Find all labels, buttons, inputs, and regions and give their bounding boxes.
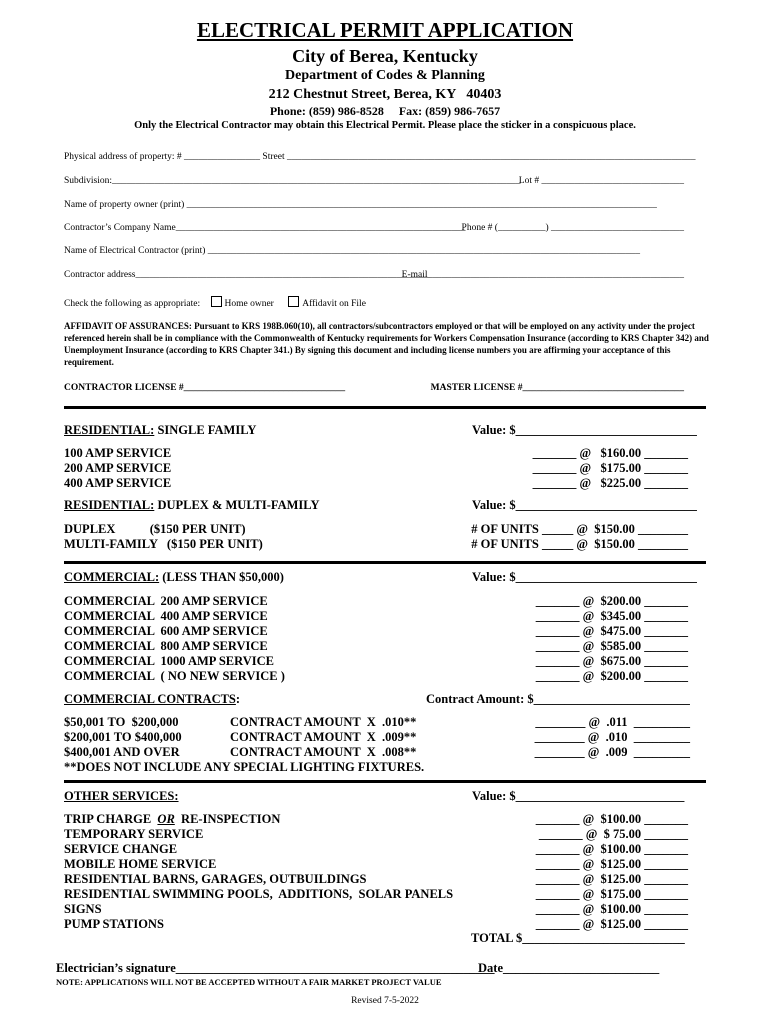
lot-field[interactable]: Lot # ______________________________ [518, 176, 684, 186]
check-appropriate-row [64, 296, 366, 309]
units-rate-field[interactable]: # OF UNITS _____ @ $150.00 ________ [471, 522, 688, 536]
divider [64, 406, 706, 409]
contract-rate-field[interactable]: ________ @ .009 _________ [534, 745, 690, 759]
residential-multi-value-field[interactable]: Value: $_____________________________ [472, 498, 697, 512]
residential-label: RESIDENTIAL: [64, 423, 155, 437]
reinspection-label: RE-INSPECTION [174, 812, 281, 826]
physical-address-field[interactable]: Physical address of property: # ________________ Street ______________________________________________________________________________________ [64, 152, 696, 162]
service-label: 400 AMP SERVICE [64, 476, 172, 490]
date-field[interactable]: Date_________________________ [478, 961, 660, 975]
residential-label: RESIDENTIAL: [64, 498, 155, 512]
contract-rate-field[interactable]: ________ @ .011 _________ [535, 715, 690, 729]
department-address: 212 Chestnut Street, Berea, KY 40403 [268, 87, 502, 102]
commercial-rate-field[interactable]: _______ @ $475.00 _______ [535, 624, 688, 638]
other-service-label: MOBILE HOME SERVICE [64, 857, 217, 871]
service-rate-field[interactable]: _______ @ $160.00 _______ [532, 446, 688, 460]
contractor-address-field[interactable]: Contractor address______________________________________________________________ [64, 270, 430, 280]
other-service-rate-field[interactable]: _______ @ $125.00 _______ [535, 857, 688, 871]
contracts-label: COMMERCIAL CONTRACTS [64, 692, 236, 706]
commercial-rate-field[interactable]: _______ @ $345.00 _______ [535, 609, 688, 623]
other-service-rate-field[interactable]: _______ @ $125.00 _______ [535, 917, 688, 931]
residential-single-value-field[interactable]: Value: $_____________________________ [472, 423, 697, 437]
commercial-service-label: COMMERCIAL ( NO NEW SERVICE ) [64, 669, 285, 683]
other-service-rate-field[interactable]: _______ @ $125.00 _______ [535, 872, 688, 886]
other-service-label: TEMPORARY SERVICE [64, 827, 204, 841]
contract-amount-field[interactable]: Contract Amount: $_________________________ [426, 692, 690, 706]
total-field[interactable]: TOTAL $__________________________ [471, 931, 685, 945]
phone-fax: Phone: (859) 986-8528 Fax: (859) 986-7657 [269, 104, 501, 118]
commercial-rate-field[interactable]: _______ @ $200.00 _______ [535, 669, 688, 683]
affidavit-on-file-label: Affidavit on File [302, 299, 366, 309]
service-label: 100 AMP SERVICE [64, 446, 172, 460]
other-service-rate-field[interactable]: _______ @ $100.00 _______ [535, 902, 688, 916]
form-title: ELECTRICAL PERMIT APPLICATION [196, 18, 574, 42]
electrical-contractor-name-field[interactable]: Name of Electrical Contractor (print) ___________________________________________________________________________________________ [64, 246, 641, 256]
commercial-sub-label: (LESS THAN $50,000) [159, 570, 284, 584]
residential-single-heading [64, 423, 256, 438]
contractor-notice: Only the Electrical Contractor may obtain this Electrical Permit. Please place the sticker in a conspicuous place. [134, 120, 636, 131]
unit-type-label: DUPLEX ($150 PER UNIT) [64, 522, 246, 536]
master-license-field[interactable]: MASTER LICENSE #__________________________________ [430, 383, 684, 393]
divider [64, 780, 706, 783]
contract-formula-label: CONTRACT AMOUNT X .010** [230, 715, 417, 729]
home-owner-checkbox[interactable] [211, 296, 222, 307]
commercial-service-label: COMMERCIAL 1000 AMP SERVICE [64, 654, 274, 668]
property-owner-field[interactable]: Name of property owner (print) ___________________________________________________________________________________________________ [64, 200, 657, 210]
divider [64, 561, 706, 564]
service-label: 200 AMP SERVICE [64, 461, 172, 475]
commercial-label: COMMERCIAL: [64, 570, 160, 584]
commercial-service-label: COMMERCIAL 800 AMP SERVICE [64, 639, 268, 653]
commercial-rate-field[interactable]: _______ @ $675.00 _______ [535, 654, 688, 668]
other-service-label: SIGNS [64, 902, 102, 916]
affidavit-on-file-checkbox[interactable] [288, 296, 299, 307]
commercial-service-label: COMMERCIAL 600 AMP SERVICE [64, 624, 268, 638]
contract-range-label: $400,001 AND OVER [64, 745, 180, 759]
units-rate-field[interactable]: # OF UNITS _____ @ $150.00 ________ [471, 537, 688, 551]
service-rate-field[interactable]: _______ @ $175.00 _______ [532, 461, 688, 475]
commercial-heading [64, 570, 284, 585]
other-services-heading: OTHER SERVICES: [64, 789, 179, 803]
other-service-rate-field[interactable]: _______ @ $100.00 _______ [535, 812, 688, 826]
contractor-license-field[interactable]: CONTRACTOR LICENSE #__________________________________ [64, 383, 346, 393]
other-service-label: PUMP STATIONS [64, 917, 164, 931]
revised-date: Revised 7-5-2022 [351, 996, 419, 1006]
other-service-rate-field[interactable]: _______ @ $175.00 _______ [535, 887, 688, 901]
contract-range-label: $50,001 TO $200,000 [64, 715, 179, 729]
commercial-service-label: COMMERCIAL 400 AMP SERVICE [64, 609, 268, 623]
other-service-rate-field[interactable]: _______ @ $ 75.00 _______ [538, 827, 688, 841]
other-service-rate-field[interactable]: _______ @ $100.00 _______ [535, 842, 688, 856]
city-name: City of Berea, Kentucky [292, 46, 478, 66]
unit-type-label: MULTI-FAMILY ($150 PER UNIT) [64, 537, 263, 551]
contract-range-label: $200,001 TO $400,000 [64, 730, 182, 744]
commercial-value-field[interactable]: Value: $_____________________________ [472, 570, 697, 584]
electrician-signature-field[interactable]: Electrician’s signature___________________________________________________ [56, 961, 495, 975]
email-field[interactable]: E-mail______________________________________________________ [401, 270, 684, 280]
lighting-fixtures-note: **DOES NOT INCLUDE ANY SPECIAL LIGHTING FIXTURES. [64, 760, 425, 774]
contract-formula-label: CONTRACT AMOUNT X .009** [230, 730, 417, 744]
home-owner-label: Home owner [224, 299, 274, 309]
commercial-contracts-heading [64, 692, 240, 707]
or-label: OR [157, 812, 175, 826]
commercial-rate-field[interactable]: _______ @ $200.00 _______ [535, 594, 688, 608]
other-service-label [64, 812, 280, 827]
other-service-label: RESIDENTIAL SWIMMING POOLS, ADDITIONS, SOLAR PANELS [64, 887, 454, 901]
other-service-label: SERVICE CHANGE [64, 842, 178, 856]
single-family-label: SINGLE FAMILY [154, 423, 257, 437]
contractor-phone-field[interactable]: Phone # (__________) ____________________________ [461, 223, 684, 233]
company-name-field[interactable]: Contractor’s Company Name_____________________________________________________________ [64, 223, 466, 233]
fair-market-note: NOTE: APPLICATIONS WILL NOT BE ACCEPTED WITHOUT A FAIR MARKET PROJECT VALUE [56, 977, 442, 987]
subdivision-field[interactable]: Subdivision:______________________________________________________________________________________ [64, 176, 521, 186]
other-services-value-field[interactable]: Value: $___________________________ [472, 789, 685, 803]
trip-charge-label: TRIP CHARGE [64, 812, 158, 826]
other-service-label: RESIDENTIAL BARNS, GARAGES, OUTBUILDINGS [64, 872, 367, 886]
service-rate-field[interactable]: _______ @ $225.00 _______ [532, 476, 688, 490]
residential-multi-heading [64, 498, 320, 513]
duplex-multi-label: DUPLEX & MULTI-FAMILY [154, 498, 320, 512]
check-label: Check the following as appropriate: [64, 299, 201, 309]
department-name: Department of Codes & Planning [285, 68, 485, 83]
contract-formula-label: CONTRACT AMOUNT X .008** [230, 745, 417, 759]
contracts-colon: : [235, 692, 241, 706]
affidavit-of-assurances: AFFIDAVIT OF ASSURANCES: Pursuant to KRS 198B.060(10), all contractors/subcontractors employed or that will be employed on any activity under the project referenced herein shall be in compliance with the Commonwealth of Kentucky requirements for Workers Compensation Insurance (according to KRS Chapter 342) and Unemployment Insurance (according to KRS Chapter 341.) By signing this document and including license numbers you are affirming your acceptance of this requirement. [64, 321, 709, 367]
commercial-rate-field[interactable]: _______ @ $585.00 _______ [535, 639, 688, 653]
commercial-service-label: COMMERCIAL 200 AMP SERVICE [64, 594, 268, 608]
contract-rate-field[interactable]: ________ @ .010 _________ [534, 730, 690, 744]
